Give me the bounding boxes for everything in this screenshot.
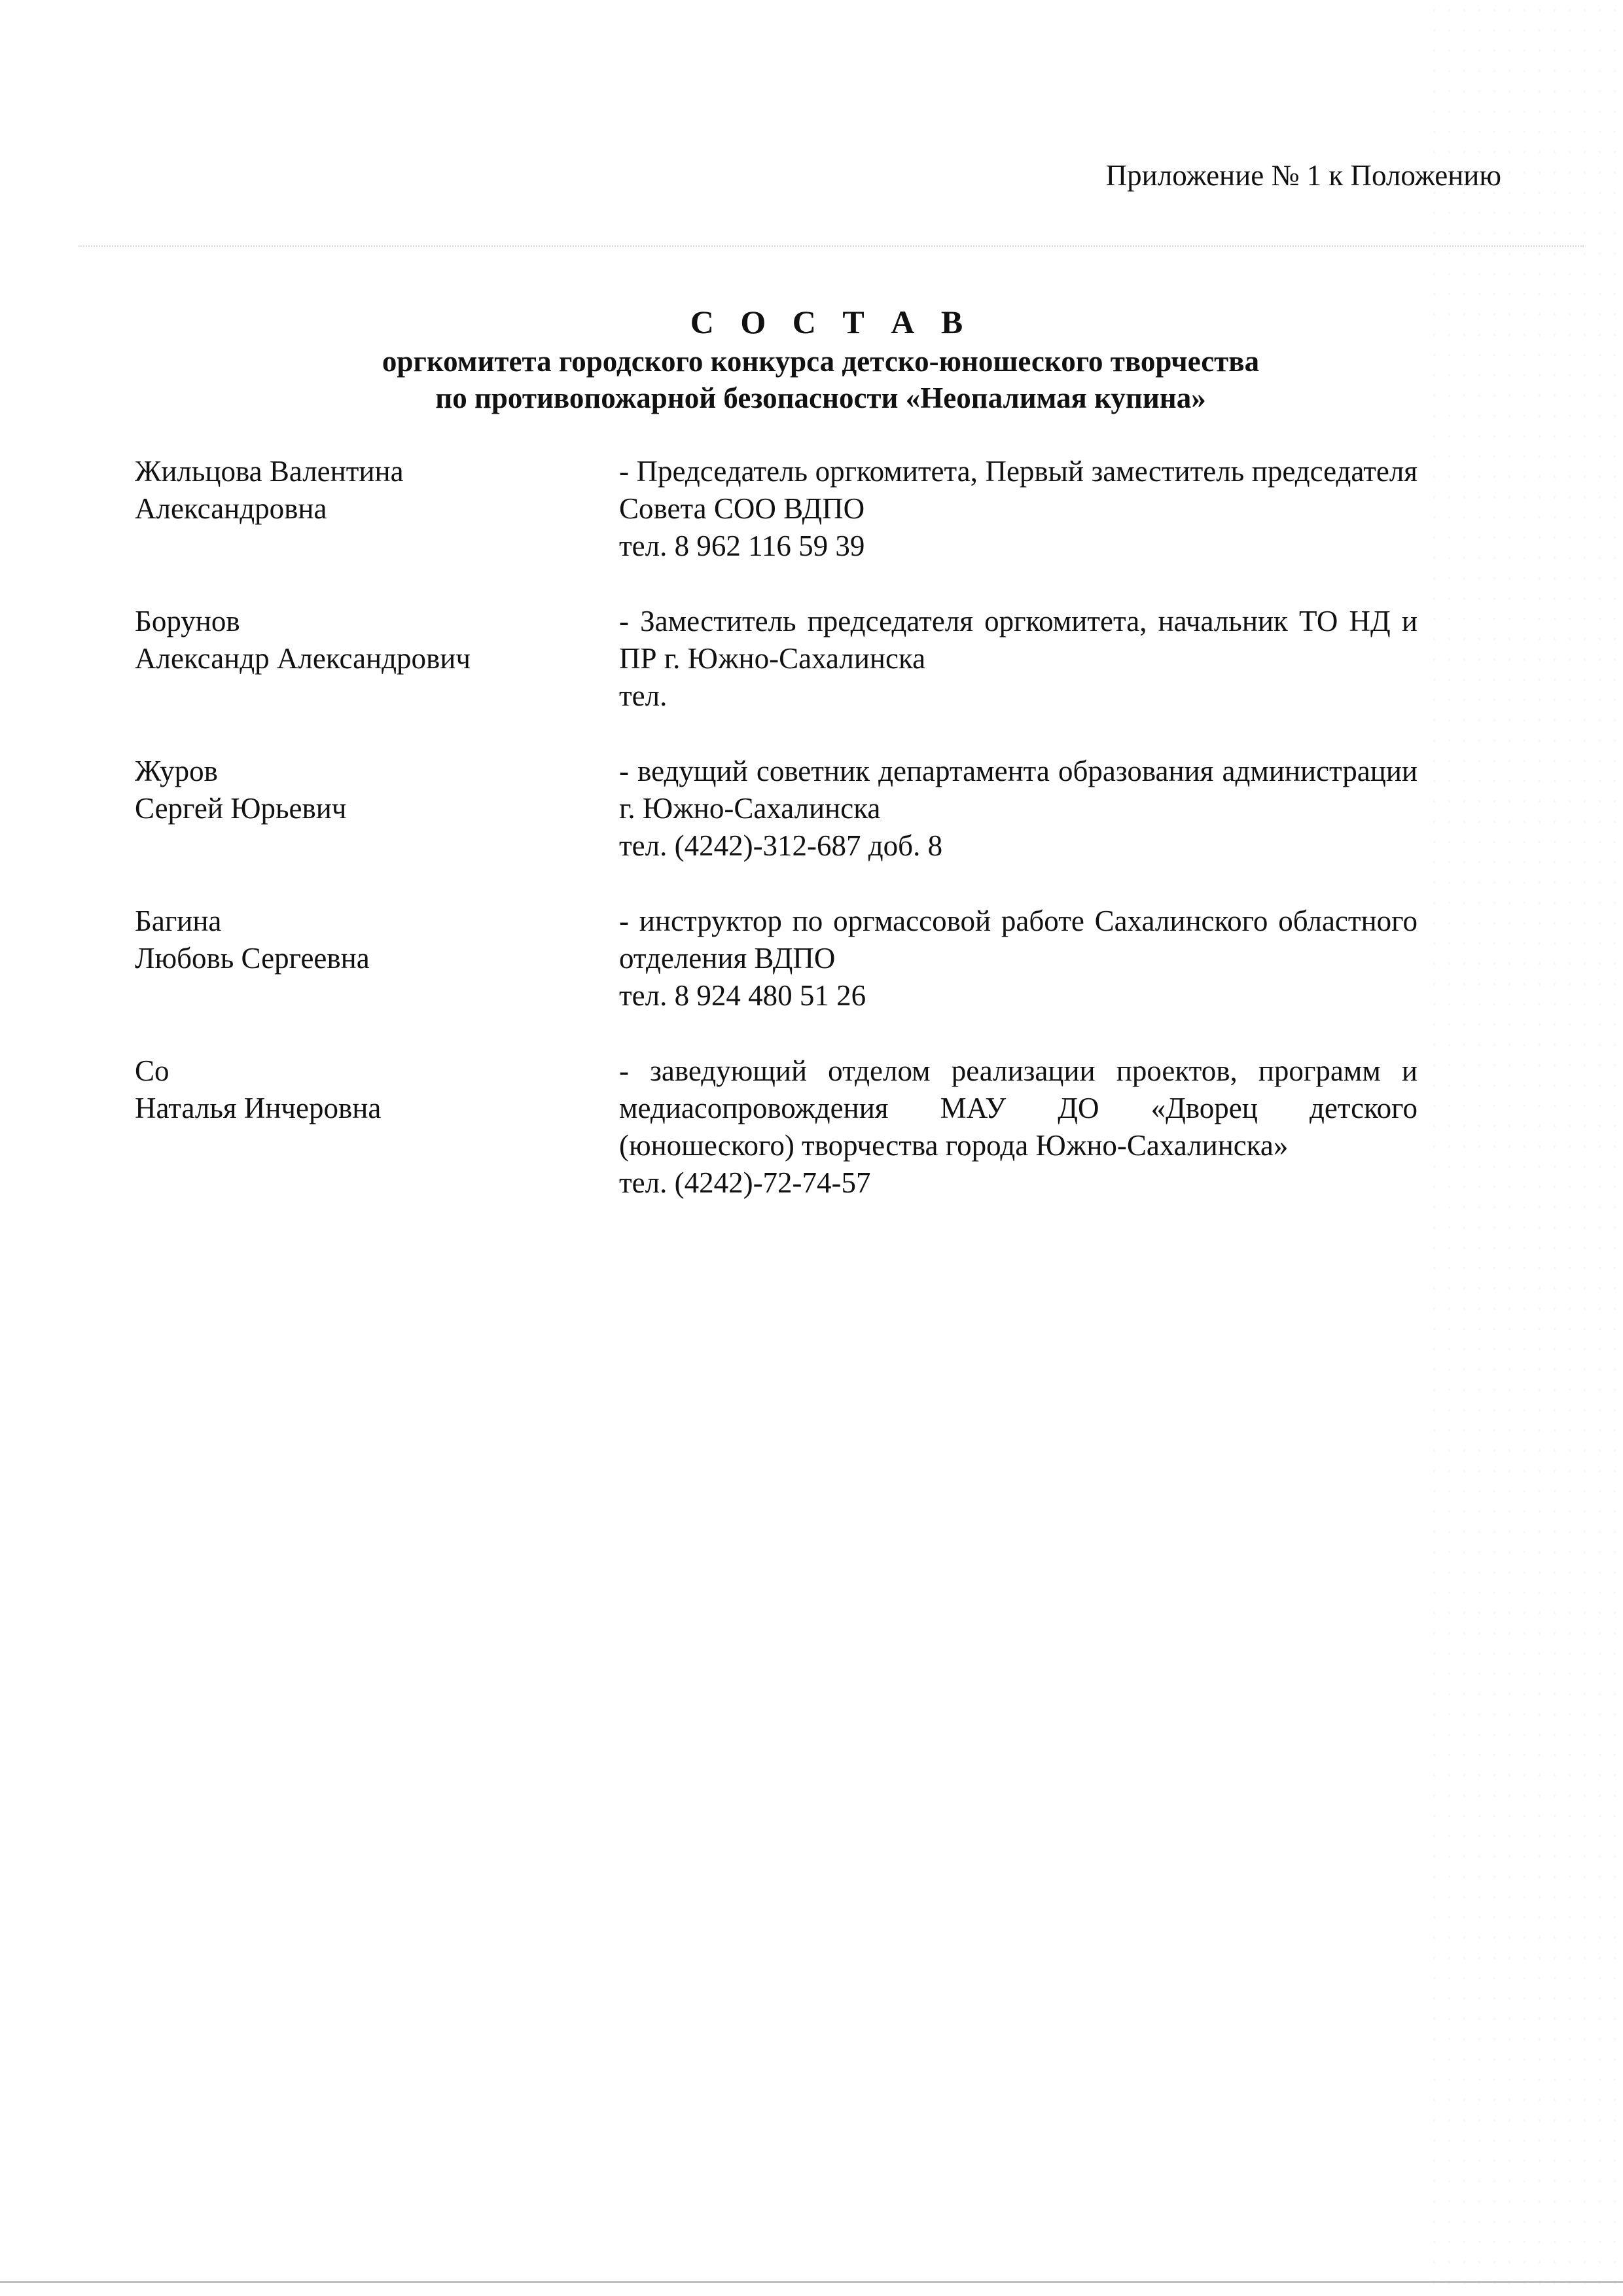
member-given-name: Александр Александрович — [135, 642, 471, 675]
scan-bottom-edge — [0, 2281, 1623, 2283]
member-name — [135, 1052, 619, 1127]
member-phone: тел. (4242)-312-687 доб. 8 — [619, 829, 943, 862]
member-name — [135, 603, 619, 677]
member-phone: тел. 8 924 480 51 26 — [619, 979, 866, 1012]
member-name — [135, 453, 619, 528]
member-surname: Борунов — [135, 605, 240, 637]
member-row — [135, 903, 1418, 1014]
member-row — [135, 1052, 1418, 1202]
member-details — [619, 603, 1418, 715]
member-given-name: Наталья Инчеровна — [135, 1092, 382, 1124]
member-phone: тел. — [619, 679, 668, 712]
document-subtitle-line-2: по противопожарной безопасности «Неопалимая купина» — [435, 382, 1206, 414]
committee-members-list — [135, 453, 1418, 1202]
member-surname: Багина — [135, 905, 222, 937]
member-details — [619, 1052, 1418, 1202]
document-title: С О С Т А В — [690, 304, 972, 340]
member-role: - Председатель оргкомитета, Первый заместитель председателя Совета СОО ВДПО — [619, 455, 1418, 525]
member-surname: Журов — [135, 755, 218, 787]
member-phone: тел. (4242)-72-74-57 — [619, 1166, 871, 1199]
member-name — [135, 753, 619, 827]
appendix-label: Приложение № 1 к Положению — [1105, 159, 1501, 192]
member-role: - Заместитель председателя оргкомитета, начальник ТО НД и ПР г. Южно-Сахалинска — [619, 605, 1418, 675]
member-row — [135, 453, 1418, 565]
member-name — [135, 903, 619, 977]
member-surname: Со — [135, 1054, 169, 1087]
title-block — [0, 301, 1623, 416]
member-row — [135, 753, 1418, 865]
member-given-name: Александровна — [135, 492, 327, 525]
member-role: - заведующий отделом реализации проектов, программ и медиасопровождения МАУ ДО «Дворец детского (юношеского) творчества города Южно-Сахалинска» — [619, 1054, 1418, 1162]
member-given-name: Любовь Сергеевна — [135, 942, 370, 975]
member-role: - ведущий советник департамента образования администрации г. Южно-Сахалинска — [619, 755, 1418, 825]
member-role: - инструктор по оргмассовой работе Сахалинского областного отделения ВДПО — [619, 905, 1418, 975]
member-details — [619, 753, 1418, 865]
document-subtitle-line-1: оргкомитета городского конкурса детско-юношеского творчества — [382, 345, 1260, 378]
member-surname: Жильцова Валентина — [135, 455, 404, 488]
member-details — [619, 903, 1418, 1014]
member-phone: тел. 8 962 116 59 39 — [619, 529, 865, 562]
member-details — [619, 453, 1418, 565]
scan-artifact-line — [79, 245, 1584, 256]
member-row — [135, 603, 1418, 715]
member-given-name: Сергей Юрьевич — [135, 792, 347, 825]
